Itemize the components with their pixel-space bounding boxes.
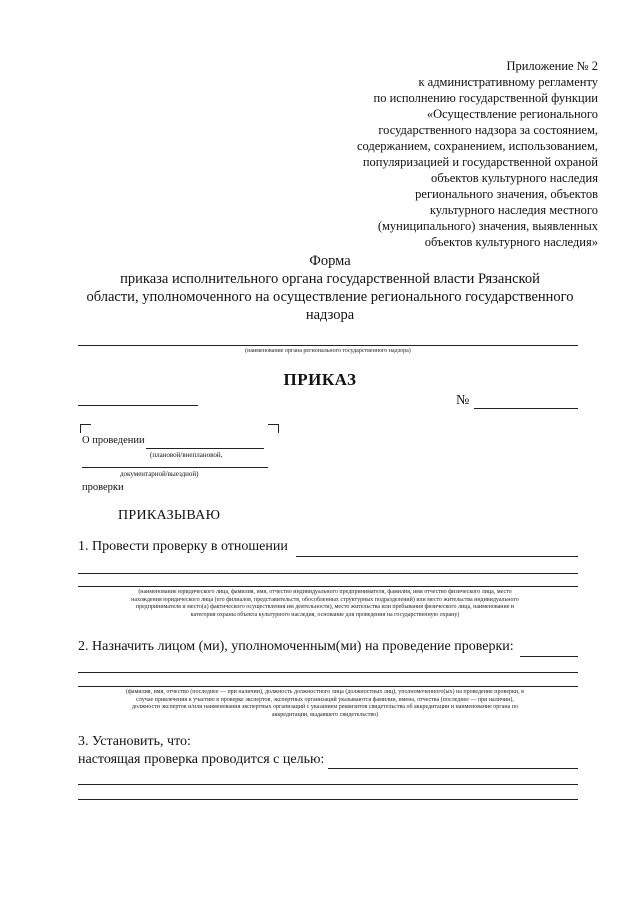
- annex-line: «Осуществление регионального: [426, 107, 598, 121]
- annex-header: [298, 58, 598, 250]
- form-title-line: приказа исполнительного органа государственной власти Рязанской: [120, 271, 540, 287]
- item-2-text: 2. Назначить лицом (ми), уполномоченным(ми) на проведение проверки:: [78, 639, 514, 654]
- item-3-field-3[interactable]: [78, 799, 578, 800]
- annex-line: (муниципального) значения, выявленных: [377, 219, 598, 233]
- bracket-corner-right: [268, 424, 279, 433]
- body-name-line[interactable]: [78, 345, 578, 346]
- item-2-note-line: должности экспертов и/или наименования экспертных организаций с указанием реквизитов свидетельства об аккредитации и наименование органа по: [131, 704, 518, 710]
- prikazyvayu-heading: ПРИКАЗЫВАЮ: [118, 508, 221, 523]
- number-field-line[interactable]: [474, 408, 578, 409]
- annex-line: государственного надзора за состоянием,: [378, 123, 598, 137]
- check-type-hint-1: (плановой/внеплановой,: [150, 451, 223, 459]
- item-1-note-line: предпринимателя и место(а) фактического осуществления им деятельности), место жительства или пребывания физического лица, наименование и: [135, 604, 515, 610]
- check-type-field-2[interactable]: [82, 467, 268, 468]
- item-2-note-line: случае привлечения к участию в проверке экспертов, экспертных организаций указываются фамилии, имена, отчества (последнее — при наличии),: [136, 696, 514, 703]
- item-2-field-3[interactable]: [78, 686, 578, 687]
- form-title-line: надзора: [305, 307, 355, 323]
- date-field-line[interactable]: [78, 405, 198, 406]
- check-type-hint-2: документарной/выездной): [120, 470, 199, 478]
- item-1-note-line: нахождения юридического лица (его филиалов, представительств, обособленных структурных подразделений) или место жительства индивидуального: [131, 596, 519, 603]
- form-title-line: Форма: [309, 253, 351, 269]
- item-3-sub: настоящая проверка проводится с целью:: [78, 752, 325, 767]
- item-1-field-2[interactable]: [78, 573, 578, 574]
- item-2-field-2[interactable]: [78, 672, 578, 673]
- annex-line: Приложение № 2: [506, 59, 598, 73]
- number-label: №: [456, 393, 470, 408]
- annex-line: популяризацией и государственной охраной: [362, 155, 598, 169]
- item-1-field-1[interactable]: [296, 556, 578, 557]
- item-3-field-1[interactable]: [328, 768, 578, 769]
- about-prefix: О проведении: [82, 435, 145, 446]
- order-title: ПРИКАЗ: [283, 370, 357, 389]
- item-1-note: [70, 589, 580, 619]
- form-title: [60, 252, 600, 324]
- annex-line: объектов культурного наследия»: [424, 235, 598, 249]
- annex-line: регионального значения, объектов: [415, 187, 598, 201]
- item-1-text: 1. Провести проверку в отношении: [78, 539, 288, 554]
- item-2-field-1[interactable]: [520, 656, 578, 657]
- annex-line: по исполнению государственной функции: [373, 91, 598, 105]
- item-2-note-line: (фамилия, имя, отчество (последнее — при наличии), должность должностного лица (должностных лиц), уполномоченного(ых) на проведение проверки, в: [126, 689, 524, 695]
- annex-line: к административному регламенту: [418, 75, 598, 89]
- item-3-text: 3. Установить, что:: [78, 734, 191, 749]
- annex-line: содержанием, сохранением, использованием,: [356, 139, 598, 153]
- annex-line: объектов культурного наследия: [431, 171, 598, 185]
- body-name-hint: (наименование органа регионального государственного надзора): [245, 348, 411, 354]
- annex-line: культурного наследия местного: [429, 203, 598, 217]
- bracket-corner-left: [80, 424, 91, 433]
- about-suffix: проверки: [82, 482, 124, 493]
- item-1-note-line: (наименование юридического лица, фамилия, имя, отчество индивидуального предпринимателя, фамилия, имя отчество физического лица, место: [138, 589, 512, 595]
- form-title-line: области, уполномоченного на осуществление регионального государственного: [86, 289, 574, 305]
- item-2-note-line: аккредитации, выдавшего свидетельство): [271, 711, 379, 718]
- item-2-note: [70, 689, 580, 719]
- item-1-field-3[interactable]: [78, 586, 578, 587]
- check-type-field-1[interactable]: [146, 448, 264, 449]
- item-1-note-line: категория охраны объекта культурного наследия, основание для проведения на государственную охрану): [190, 611, 460, 618]
- item-3-field-2[interactable]: [78, 784, 578, 785]
